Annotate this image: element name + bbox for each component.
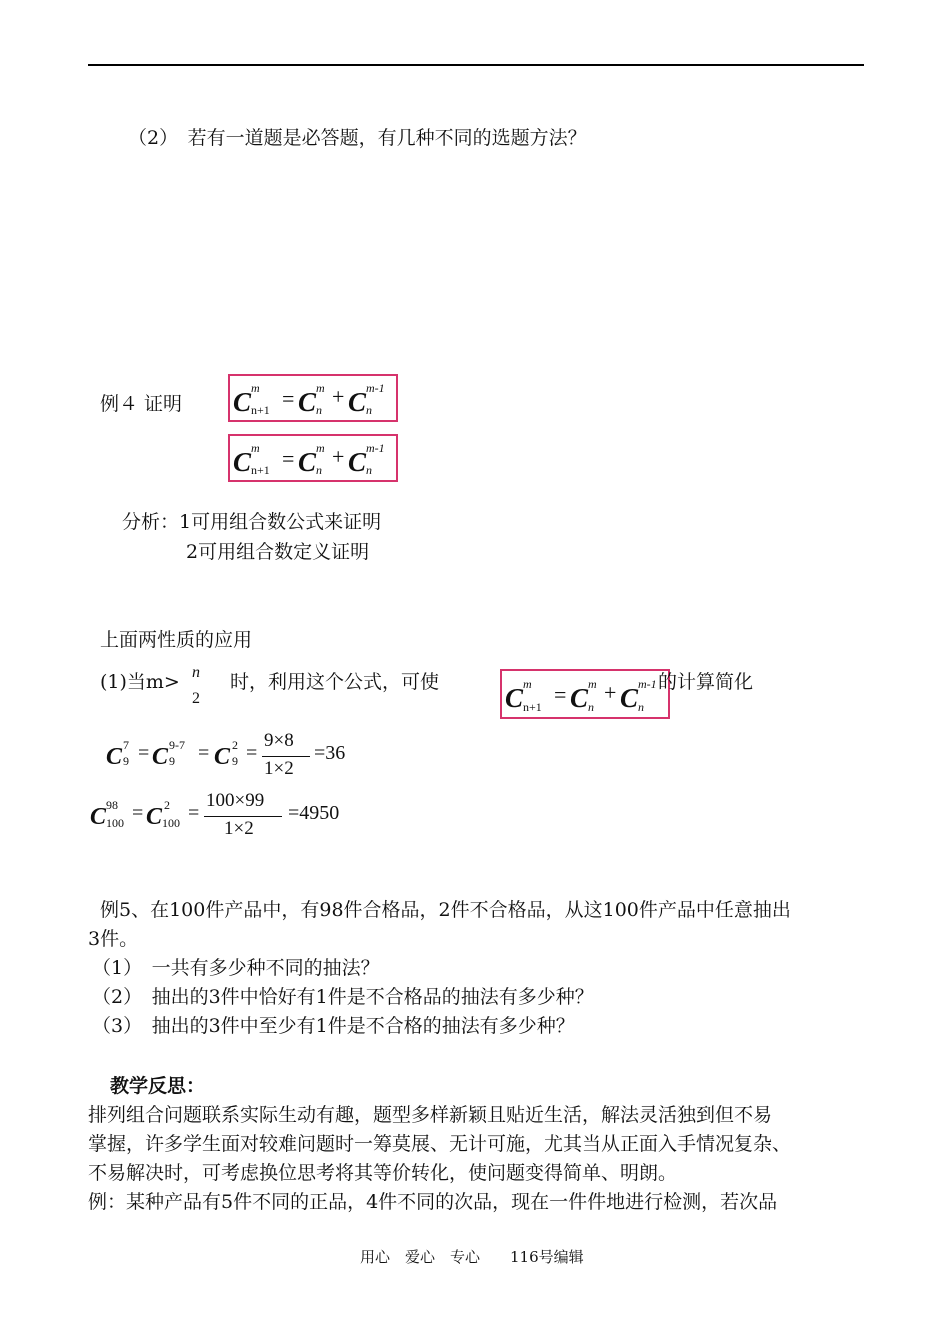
formula-sup: 2 (232, 738, 238, 752)
formula-c: C (505, 683, 524, 713)
example-5-question-2: （2） 抽出的3件中恰好有1件是不合格品的抽法有多少种？ (92, 986, 594, 1008)
formula-sub: n (366, 403, 372, 417)
formula-c: C (298, 387, 317, 417)
example-5-line-2: 3件。 (88, 928, 139, 950)
formula-c: C (298, 447, 317, 477)
fraction-bar (262, 756, 310, 757)
formula-sub: 9 (232, 754, 238, 768)
formula-box-2 (228, 434, 398, 482)
formula-c: C (233, 447, 252, 477)
analysis-line-1: 分析：1可用组合数公式来证明 (122, 511, 382, 533)
formula-plus: + (332, 384, 345, 409)
formula-sup: 98 (106, 798, 118, 812)
formula-sub: 9 (169, 754, 175, 768)
formula-sub: n+1 (523, 700, 542, 714)
formula-eq: = (246, 742, 258, 764)
formula-sup: m-1 (366, 381, 385, 395)
header-rule (88, 64, 864, 66)
formula-eq: = (132, 802, 144, 824)
formula-eq: = (188, 802, 200, 824)
formula-sup: 9-7 (169, 738, 185, 752)
formula-sup: 7 (123, 738, 129, 752)
formula-plus: + (604, 680, 617, 705)
formula-c: C (214, 744, 231, 770)
result: =4950 (288, 802, 340, 824)
fraction-numerator: 9×8 (264, 730, 294, 751)
formula-box-3 (500, 669, 670, 719)
formula-c: C (106, 744, 123, 770)
formula-c: C (90, 804, 107, 830)
analysis-line-2: 2可用组合数定义证明 (186, 541, 370, 563)
page-footer: 用心 爱心 专心 116号编辑 (360, 1248, 584, 1266)
formula-eq: = (282, 446, 295, 471)
formula-eq: = (138, 742, 150, 764)
formula-sup: m (588, 677, 597, 691)
formula-eq: = (554, 682, 567, 707)
application-1-suffix: 的计算简化 (658, 671, 754, 693)
application-1-mid: 时，利用这个公式，可使 (230, 671, 440, 693)
example-5-question-3: （3） 抽出的3件中至少有1件是不合格的抽法有多少种？ (92, 1015, 575, 1037)
formula-plus: + (332, 444, 345, 469)
formula-eq: = (198, 742, 210, 764)
formula-c: C (348, 447, 367, 477)
example-4-label: 例４ 证明 (100, 393, 183, 415)
formula-sub: n+1 (251, 403, 270, 417)
formula-sub: n+1 (251, 463, 270, 477)
application-heading: 上面两性质的应用 (100, 629, 253, 651)
example-5-question-1: （1） 一共有多少种不同的抽法？ (92, 957, 380, 979)
formula-sup: m (316, 441, 325, 455)
formula-sup: m (523, 677, 532, 691)
formula-sub: 9 (123, 754, 129, 768)
reflection-line-3: 不易解决时，可考虑换位思考将其等价转化，使问题变得简单、明朗。 (88, 1162, 678, 1184)
formula-sup: m (251, 441, 260, 455)
calculation-1 (106, 730, 366, 784)
formula-c: C (348, 387, 367, 417)
formula-sup: m (251, 381, 260, 395)
formula-box-1 (228, 374, 398, 422)
fraction-denominator: 1×2 (224, 818, 254, 839)
result: =36 (314, 742, 346, 764)
calculation-2 (90, 790, 370, 844)
formula-sub: n (588, 700, 594, 714)
fraction-numerator: n (192, 664, 200, 681)
formula-sub: 100 (106, 816, 124, 830)
fraction-numerator: 100×99 (206, 790, 265, 811)
formula-sub: n (316, 403, 322, 417)
application-1-prefix: (1)当m> (100, 671, 180, 693)
formula-sub: n (366, 463, 372, 477)
example-5-line-1: 例5、在100件产品中，有98件合格品，2件不合格品，从这100件产品中任意抽出 (100, 899, 791, 921)
question-2: （2） 若有一道题是必答题，有几种不同的选题方法？ (128, 127, 587, 149)
formula-sub: n (638, 700, 644, 714)
formula-c: C (620, 683, 639, 713)
reflection-line-2: 掌握，许多学生面对较难问题时一筹莫展、无计可施，尤其当从正面入手情况复杂、 (88, 1133, 792, 1155)
formula-sup: m (316, 381, 325, 395)
formula-c: C (146, 804, 163, 830)
formula-eq: = (282, 386, 295, 411)
formula-sub: n (316, 463, 322, 477)
formula-sub: 100 (162, 816, 180, 830)
formula-c: C (570, 683, 589, 713)
formula-c: C (152, 744, 169, 770)
reflection-heading: 教学反思： (110, 1075, 206, 1097)
fraction-denominator: 2 (192, 690, 200, 707)
formula-sup: 2 (164, 798, 170, 812)
formula-sup: m-1 (638, 677, 657, 691)
reflection-line-1: 排列组合问题联系实际生动有趣，题型多样新颖且贴近生活，解法灵活独到但不易 (88, 1104, 773, 1126)
formula-c: C (233, 387, 252, 417)
fraction-denominator: 1×2 (264, 758, 294, 779)
reflection-line-4: 例：某种产品有5件不同的正品，4件不同的次品，现在一件件地进行检测，若次品 (88, 1191, 778, 1213)
fraction-bar (204, 816, 282, 817)
formula-sup: m-1 (366, 441, 385, 455)
